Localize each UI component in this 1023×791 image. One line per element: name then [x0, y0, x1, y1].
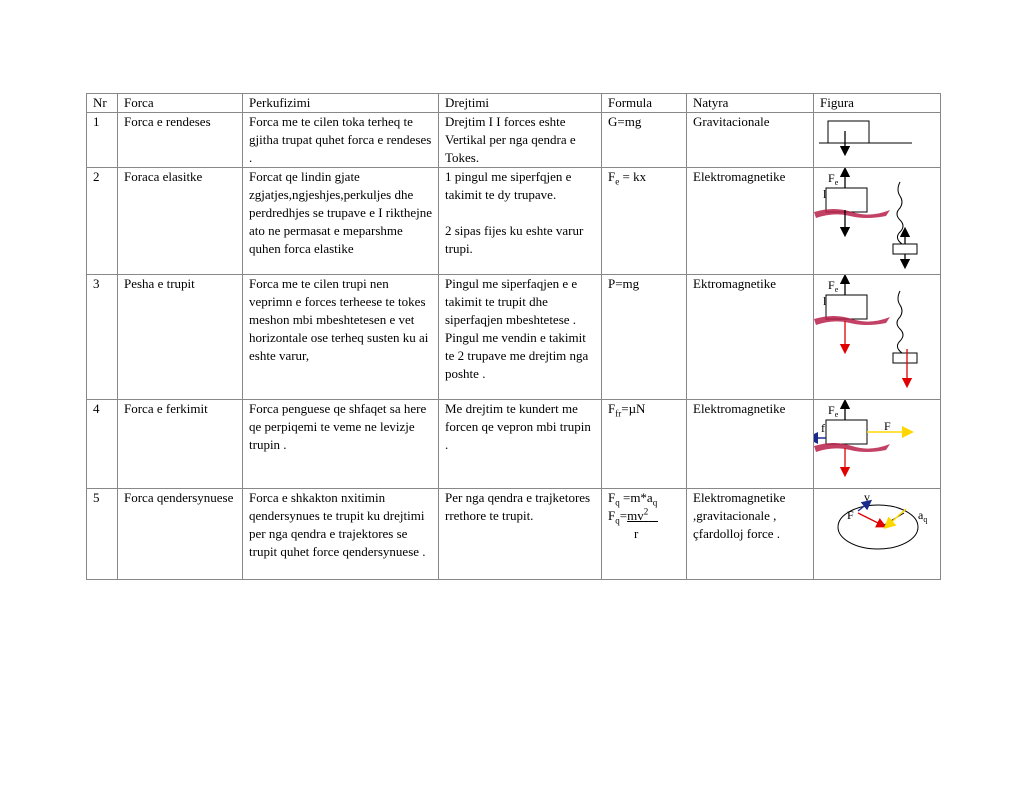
cell-direction: Drejtim I I forces eshte Vertikal per nga qendra e Tokes.	[439, 113, 602, 168]
cell-definition: Forca me te cilen trupi nen veprimn e forces terheese te tokes meshon mbi mbeshtetesen e vet horizontale ose terheq susten ku ai eshte varur,	[243, 275, 439, 400]
centripetal-force-arrow	[858, 513, 882, 525]
cell-direction	[439, 168, 602, 275]
fe-label: $F_e$	[828, 403, 839, 419]
formula-rest: =µN	[621, 401, 646, 416]
cell-direction: Per nga qendra e trajketores rrethore te trupit.	[439, 489, 602, 580]
cell-definition: Forca penguese qe shfaqet sa here qe perpiqemi te veme ne levizje trupin .	[243, 400, 439, 489]
friction-label: f	[821, 421, 825, 435]
header-force: Forca	[118, 94, 243, 113]
header-definition: Perkufizimi	[243, 94, 439, 113]
table-row	[87, 168, 941, 275]
table-row	[87, 113, 941, 168]
cell-formula	[602, 168, 687, 275]
force-label: F	[847, 508, 854, 522]
header-direction: Drejtimi	[439, 94, 602, 113]
body-box	[828, 121, 869, 143]
label-l: l	[823, 294, 827, 308]
formula-symbol: F	[608, 401, 616, 416]
formula-subscript: fr	[615, 408, 622, 419]
header-nr: Nr	[87, 94, 118, 113]
cell-figure	[814, 489, 941, 580]
direction-line-1: Pingul me siperfaqjen e e takimit te trupit dhe siperfaqjen mbeshtetese .	[445, 276, 578, 327]
cell-direction: Me drejtim te kundert me forcen qe vepron mbi trupin .	[439, 400, 602, 489]
cell-definition: Forca me te cilen toka terheq te gjitha trupat quhet forca e rendeses .	[243, 113, 439, 168]
fe-label: $F_e$	[828, 278, 839, 294]
acceleration-arrow	[888, 509, 906, 525]
cell-nature: Ektromagnetike	[687, 275, 814, 400]
gravity-figure	[814, 113, 940, 165]
fe-label: $F_e$	[828, 171, 839, 187]
cell-definition: Forca e shkakton nxitimin qendersynues te trupit ku drejtimi per nga qendra e trajektores se trupit quhet force qendersynuese .	[243, 489, 439, 580]
forces-table	[86, 93, 941, 580]
cell-nature: Elektromagnetike	[687, 400, 814, 489]
cell-formula	[602, 400, 687, 489]
cell-figure	[814, 113, 941, 168]
body-box	[826, 188, 867, 212]
spring-icon	[897, 182, 903, 244]
body-box	[826, 420, 867, 444]
formula-rest: = kx	[619, 169, 647, 184]
formula-line-2: $F_q=mv^2$	[608, 506, 649, 526]
table-row	[87, 400, 941, 489]
cell-force: Pesha e trupit	[118, 275, 243, 400]
table-row	[87, 489, 941, 580]
velocity-label: v	[864, 490, 870, 504]
formula-symbol: F	[608, 169, 616, 184]
cell-force: Forca qendersynuese	[118, 489, 243, 580]
cell-nr: 3	[87, 275, 118, 400]
header-nature: Natyra	[687, 94, 814, 113]
cell-force: Foraca elasitke	[118, 168, 243, 275]
table-row	[87, 275, 941, 400]
cell-direction	[439, 275, 602, 400]
formula-subscript: e	[615, 176, 620, 187]
hanging-box	[893, 353, 917, 363]
cell-force: Forca e rendeses	[118, 113, 243, 168]
centripetal-figure	[814, 489, 940, 579]
cell-formula	[602, 489, 687, 580]
cell-nature: Gravitacionale	[687, 113, 814, 168]
direction-line-2: Pingul me vendin e takimit te 2 trupave me drejtim nga poshte .	[445, 330, 589, 381]
cell-formula: P=mg	[602, 275, 687, 400]
cell-nr: 5	[87, 489, 118, 580]
body-box	[826, 295, 867, 319]
cell-definition: Forcat qe lindin gjate zgjatjes,ngjeshjes,perkuljes dhe perdredhjes se trupave e I rikthejne ato ne permasat e meparshme quhen forca elastike	[243, 168, 439, 275]
spring-icon	[897, 291, 903, 353]
cell-nr: 2	[87, 168, 118, 275]
label-l: l	[823, 187, 827, 201]
formula-denominator: r	[634, 526, 639, 541]
circular-trajectory	[838, 505, 918, 549]
cell-figure	[814, 275, 941, 400]
cell-nr: 1	[87, 113, 118, 168]
cell-nature: Elektromagnetike	[687, 168, 814, 275]
cell-nature: Elektromagnetike ,gravitacionale , çfardolloj force .	[687, 489, 814, 580]
cell-figure	[814, 168, 941, 275]
friction-figure	[814, 400, 940, 488]
direction-line-1: 1 pingul me siperfqjen e takimit te dy trupave.	[445, 169, 572, 202]
hanging-box	[893, 244, 917, 254]
applied-force-label: F	[884, 419, 891, 433]
header-formula: Formula	[602, 94, 687, 113]
cell-nr: 4	[87, 400, 118, 489]
weight-figure	[814, 275, 940, 399]
formula-line-1: $F_q =m*a_q$	[608, 490, 658, 508]
cell-figure	[814, 400, 941, 489]
cell-formula: G=mg	[602, 113, 687, 168]
header-row	[87, 94, 941, 113]
direction-line-2: 2 sipas fijes ku eshte varur trupi.	[445, 223, 584, 256]
acceleration-label: $a_q$	[918, 508, 928, 524]
elastic-figure	[814, 168, 940, 274]
header-figure: Figura	[814, 94, 941, 113]
cell-force: Forca e ferkimit	[118, 400, 243, 489]
